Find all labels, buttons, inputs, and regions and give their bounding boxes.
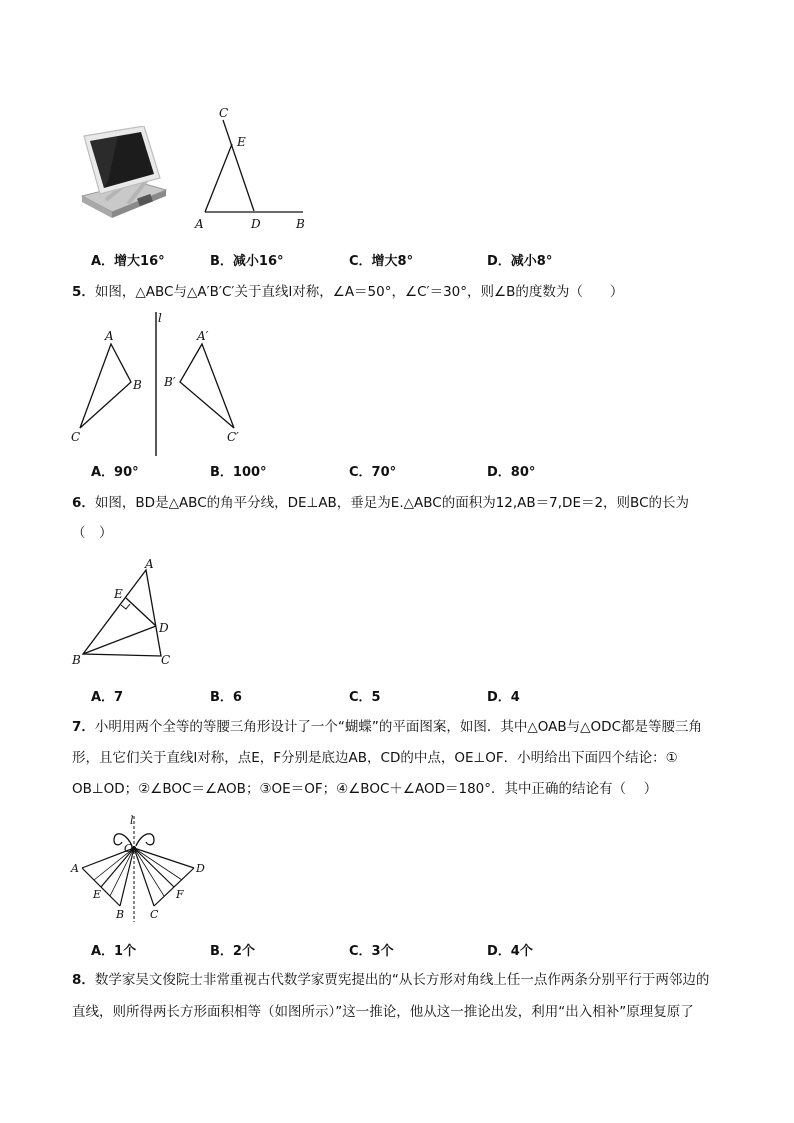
label-l: l: [158, 311, 162, 325]
q6-option-b[interactable]: B．6: [210, 690, 242, 705]
question-text: 如图，△ABC与△A′B′C′关于直线l对称，∠A＝50°，∠C′＝30°，则∠B的度数为（ ）: [94, 284, 624, 300]
label-a: A: [105, 329, 114, 343]
label-d: D: [196, 862, 205, 875]
q6-option-c[interactable]: C．5: [349, 690, 381, 705]
label-b: B: [72, 653, 81, 667]
q5-stem: [72, 282, 623, 302]
q7-stem-line2: 形，且它们关于直线l对称，点E，F分别是底边AB，CD的中点，OE⊥OF．小明给出下面四个结论：①: [72, 750, 678, 766]
q7-option-b[interactable]: B．2个: [210, 944, 255, 959]
q7-butterfly-figure: [66, 812, 216, 924]
label-e: E: [93, 888, 102, 901]
q7-option-c[interactable]: C．3个: [349, 944, 394, 959]
q4-option-d[interactable]: D．减小8°: [487, 254, 553, 269]
label-b: B: [116, 908, 125, 921]
q6-triangle-figure: [68, 556, 188, 672]
q6-stem-line1: [72, 493, 689, 513]
q5-symmetry-figure: [68, 310, 258, 458]
question-text: 数学家吴文俊院士非常重视古代数学家贾宪提出的“从长方形对角线上任一点作两条分别平行于两邻边的: [94, 972, 710, 988]
q5-option-d[interactable]: D．80°: [487, 465, 536, 480]
question-number: 7．: [72, 719, 95, 735]
q8-stem-line2: 直线，则所得两长方形面积相等（如图所示）”这一推论，他从这一推论出发，利用“出入相补”原理复原了: [72, 1004, 694, 1020]
label-d: D: [159, 621, 169, 635]
label-b-prime: B′: [164, 375, 176, 389]
label-e: E: [237, 135, 246, 149]
question-text: 如图，BD是△ABC的角平分线，DE⊥AB，垂足为E.△ABC的面积为12,AB＝7,DE＝2，则BC的长为: [94, 495, 690, 511]
label-c: C: [219, 106, 229, 120]
q5-option-b[interactable]: B．100°: [210, 465, 267, 480]
label-a-prime: A′: [197, 329, 209, 343]
label-c: C: [150, 908, 159, 921]
q6-option-a[interactable]: A．7: [91, 690, 124, 705]
label-b: B: [133, 378, 142, 392]
q7-stem-line1: [72, 717, 702, 737]
label-a: A: [145, 557, 154, 571]
q5-option-c[interactable]: C．70°: [349, 465, 397, 480]
label-a: A: [71, 862, 79, 875]
label-o: O: [124, 842, 134, 855]
q7-option-a[interactable]: A．1个: [91, 944, 137, 959]
q4-option-c[interactable]: C．增大8°: [349, 254, 414, 269]
label-f: F: [176, 888, 184, 901]
tablet-stand-photo: [78, 126, 170, 218]
q4-option-a[interactable]: A．增大16°: [91, 254, 165, 269]
question-number: 5．: [72, 284, 95, 300]
question-number: 8．: [72, 972, 95, 988]
label-l: l: [130, 814, 134, 827]
q6-option-d[interactable]: D．4: [487, 690, 520, 705]
label-d: D: [251, 217, 261, 231]
label-e: E: [114, 587, 123, 601]
label-c: C: [71, 430, 81, 444]
question-number: 6．: [72, 495, 95, 511]
q7-option-d[interactable]: D．4个: [487, 944, 533, 959]
label-a: A: [195, 217, 204, 231]
q8-stem-line1: [72, 970, 709, 990]
q4-angle-figure: [190, 104, 314, 232]
question-text: 小明用两个全等的等腰三角形设计了一个“蝴蝶”的平面图案，如图．其中△OAB与△ODC都是等腰三角: [94, 719, 702, 735]
label-c-prime: C′: [227, 430, 239, 444]
q5-option-a[interactable]: A．90°: [91, 465, 139, 480]
label-c: C: [161, 653, 171, 667]
q7-stem-line3: OB⊥OD；②∠BOC＝∠AOB；③OE＝OF；④∠BOC＋∠AOD＝180°．其中正确的结论有（ ）: [72, 781, 658, 797]
label-b: B: [296, 217, 305, 231]
q6-stem-line2: （ ）: [72, 525, 113, 541]
q4-option-b[interactable]: B．减小16°: [210, 254, 284, 269]
